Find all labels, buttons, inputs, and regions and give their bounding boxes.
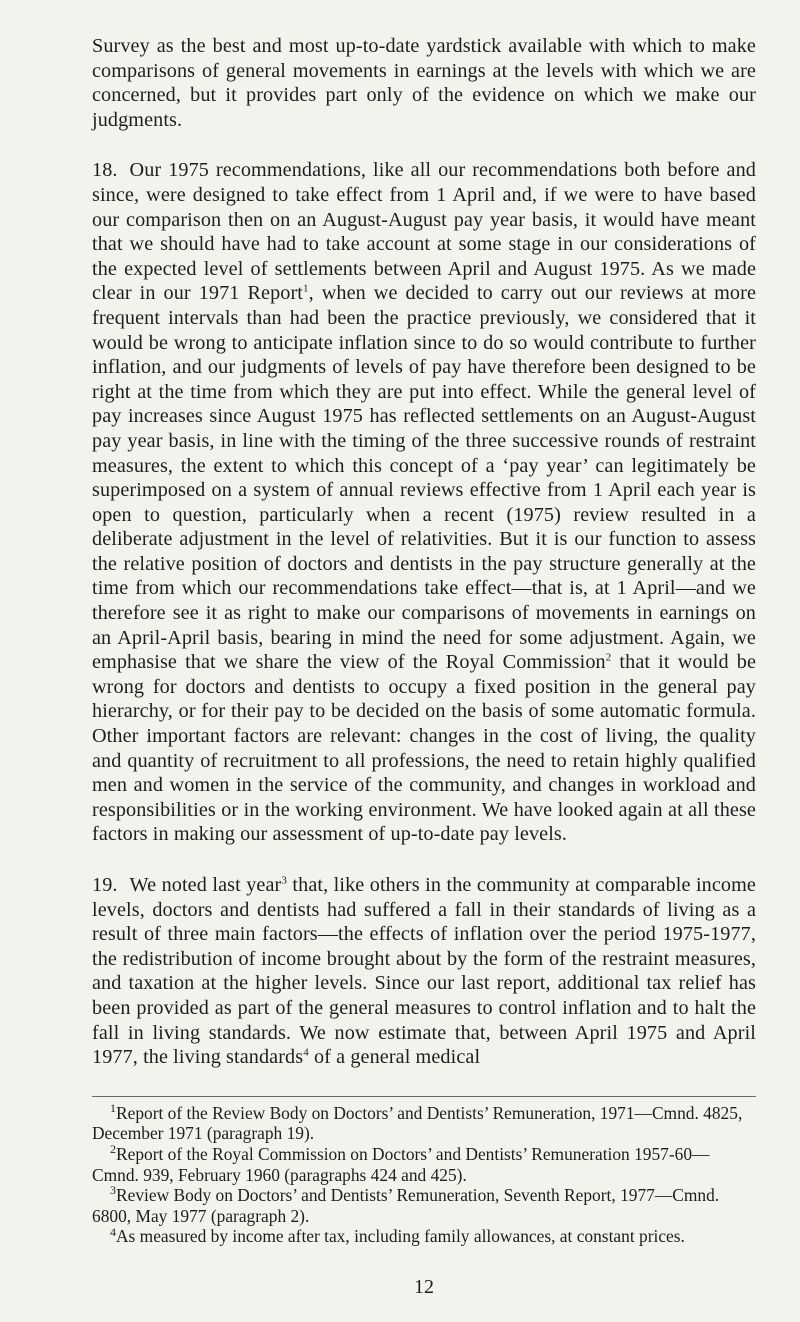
footnote — [92, 1144, 756, 1185]
footnote — [92, 1226, 756, 1247]
footnote — [92, 1100, 756, 1144]
paragraph-text: We noted last year — [129, 874, 282, 896]
paragraph-19 — [92, 873, 756, 1070]
footnote-mark: 4 — [110, 1224, 116, 1239]
paragraph-number: 19. — [92, 874, 118, 896]
footnotes — [92, 1100, 756, 1247]
paragraph-number: 18. — [92, 159, 118, 182]
footnote-mark: 2 — [110, 1142, 116, 1157]
paragraph-18 — [92, 158, 756, 847]
page-number: 12 — [414, 1276, 434, 1298]
paragraph-text: Survey as the best and most up-to-date yardstick available with which to make comparisons of general movements in earnings at the levels with which we are concerned, but it provides part only of the evidence on which we make our judgments. — [92, 35, 756, 131]
footnote-text: Report of the Review Body on Doctors’ and Dentists’ Remuneration, 1971—Cmnd. 4825, December 1971 (paragraph 19). — [92, 1102, 743, 1144]
footnote — [92, 1185, 756, 1226]
footnote-text: As measured by income after tax, including family allowances, at constant prices. — [116, 1226, 685, 1247]
footnote-reference: 1 — [303, 282, 309, 295]
footnote-text: Report of the Royal Commission on Doctors’ and Dentists’ Remuneration 1957-60—Cmnd. 939, February 1960 (paragraphs 424 and 425). — [92, 1143, 710, 1185]
footnote-text: Review Body on Doctors’ and Dentists’ Remuneration, Seventh Report, 1977—Cmnd. 6800, May 1977 (paragraph 2). — [92, 1185, 720, 1226]
paragraph-text: that, like others in the community at comparable income levels, doctors and dentists had suffered a fall in their standards of living as a result of three main factors—the effects of inflation over the period 1975-1977, the redistribution of income brought about by the form of the restraint measures, and taxation at the higher levels. Since our last report, additional tax relief has been provided as part of the general measures to control inflation and to halt the fall in living standards. We now estimate that, between April 1975 and April 1977, the living standards — [92, 874, 756, 1069]
footnote-mark: 3 — [110, 1183, 116, 1198]
footnote-divider — [92, 1096, 756, 1097]
paragraph-text: Our 1975 recommendations, like all our recommendations both before and since, were designed to take effect from 1 April and, if we were to have based our comparison then on an August-August pay year basis, it would have meant that we should have had to take account at some stage in our considerations of the expected level of settlements between April and August 1975. As we made clear in our 1971 Report — [92, 159, 756, 305]
paragraph-continuation — [92, 34, 756, 132]
paragraph-text: , when we decided to carry out our reviews at more frequent intervals than had been the practice previously, we considered that it would be wrong to anticipate inflation since to do so would contribute to further inflation, and our judgments of levels of pay have therefore been designed to be right at the time from which they are put into effect. While the general level of pay increases since August 1975 has reflected settlements on an August-August pay year basis, in line with the timing of the three successive rounds of restraint measures, the extent to which this concept of a ‘pay year’ can legitimately be superimposed on a system of annual reviews effective from 1 April each year is open to question, particularly when a recent (1975) review resulted in a deliberate adjustment in the level of relativities. But it is our function to assess the relative position of doctors and dentists in the pay structure generally at the time from which our recommendations take effect—that is, at 1 April—and we therefore see it as right to make our comparisons of movements in earnings on an April-April basis, bearing in mind the need for some adjustment. Again, we emphasise that we share the view of the Royal Commission — [92, 282, 757, 674]
paragraph-text: that it would be wrong for doctors and dentists to occupy a fixed position in the general pay hierarchy, or for their pay to be decided on the basis of some automatic formula. Other important factors are relevant: changes in the cost of living, the quality and quantity of recruitment to all professions, the need to retain highly qualified men and women in the service of the community, and changes in workload and responsibilities or in the working environment. We have looked again at all these factors in making our assessment of up-to-date pay levels. — [92, 651, 757, 846]
footnote-reference: 2 — [605, 651, 612, 664]
footnote-reference: 3 — [281, 874, 287, 887]
footnote-reference: 4 — [303, 1046, 309, 1059]
footnote-mark: 1 — [110, 1100, 116, 1115]
paragraph-text: of a general medical — [308, 1046, 481, 1069]
